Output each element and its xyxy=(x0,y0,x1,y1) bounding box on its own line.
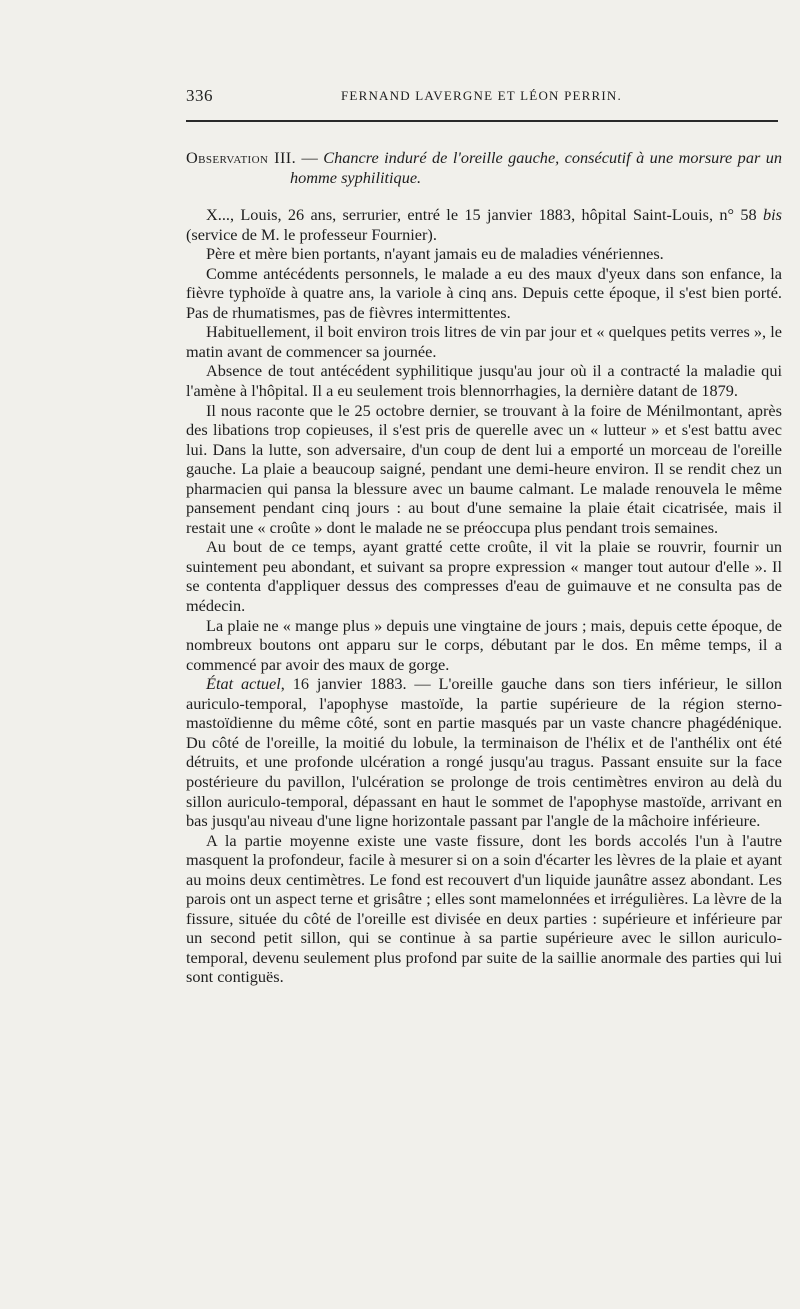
observation-heading xyxy=(186,148,782,187)
observation-label: Observation III. xyxy=(186,148,297,167)
observation-dash: — xyxy=(296,148,324,167)
paragraph-reopening: Au bout de ce temps, ayant gratté cette croûte, il vit la plaie se rouvrir, fournir un suintement peu abondant, et suivant sa propre expression « manger tout autour d'elle ». Il se contenta d'appliquer dessus des compresses d'eau de guimauve et ne consulta pas de médecin. xyxy=(186,537,782,616)
paragraph-family-history: Père et mère bien portants, n'ayant jamais eu de maladies vénériennes. xyxy=(206,244,664,264)
paragraph-venereal-history: Absence de tout antécédent syphilitique jusqu'au jour où il a contracté la maladie qui l'amène à l'hôpital. Il a eu seulement trois blennorrhagies, la dernière datant de 1879. xyxy=(186,361,782,401)
header-rule xyxy=(186,120,778,122)
observation-title: Chancre induré de l'oreille gauche, consécutif à une morsure par un homme syphilitique. xyxy=(290,148,783,187)
paragraph-current-state xyxy=(186,674,782,830)
bis-italic: bis xyxy=(762,205,782,225)
paragraph-personal-history: Comme antécédents personnels, le malade a eu des maux d'yeux dans son enfance, la fièvre typhoïde à quatre ans, la variole à cinq ans. Depuis cette époque, il s'est bien porté. Pas de rhumatismes, pas de fièvres intermittentes. xyxy=(186,263,782,322)
article-body xyxy=(186,148,782,987)
paragraph-incident: Il nous raconte que le 25 octobre dernier, se trouvant à la foire de Ménilmontant, après des libations trop copieuses, il s'est pris de querelle avec un « lutteur » et s'est battu avec lui. Dans la lutte, son adversaire, d'un coup de dent lui a emporté un morceau de l'oreille gauche. La plaie a beaucoup saigné, pendant une demi-heure environ. Il se rendit chez un pharmacien qui pansa la blessure avec un baume calmant. Le malade renouvela le même pansement pendant cinq jours : au bout d'une semaine la plaie était cicatrisée, mais il restait une « croûte » dont le malade ne se préoccupa plus pendant trois semaines. xyxy=(186,400,782,537)
patient-intro-text: X..., Louis, 26 ans, serrurier, entré le 15 janvier 1883, hôpital Saint-Louis, n° 58 xyxy=(206,205,763,225)
paragraph-fissure: A la partie moyenne existe une vaste fissure, dont les bords accolés l'un à l'autre masquent la profondeur, facile à mesurer si on a soin d'écarter les lèvres de la plaie et ayant au moins deux centimètres. Le fond est recouvert d'un liquide jaunâtre assez abondant. Les parois ont un aspect terne et grisâtre ; elles sont mamelonnées et irrégulières. La lèvre de la fissure, située du côté de l'oreille est divisée en deux parties : supérieure et inférieure par un second petit sillon, qui se continue à sa partie supérieure avec le sillon auriculo-temporal, devenu seulement plus profond par suite de la saillie anormale des parties qui lui sont contiguës. xyxy=(186,830,782,987)
paragraph-eruption: La plaie ne « mange plus » depuis une vingtaine de jours ; mais, depuis cette époque, de nombreux boutons ont apparu sur le corps, débutant par le dos. En même temps, il a commencé par avoir des maux de gorge. xyxy=(186,615,782,674)
running-head: FERNAND LAVERGNE ET LÉON PERRIN. xyxy=(341,88,622,103)
patient-intro-service: (service de M. le professeur Fournier). xyxy=(186,224,437,244)
paragraph-habits: Habituellement, il boit environ trois litres de vin par jour et « quelques petits verres », le matin avant de commencer sa journée. xyxy=(186,322,782,361)
current-state-text: , 16 janvier 1883. — L'oreille gauche dans son tiers inférieur, le sillon auriculo-temporal, l'apophyse mastoïde, la partie supérieure de la région sterno-mastoïdienne du même côté, sont en partie masqués par un vaste chancre phagédénique. Du côté de l'oreille, la moitié du lobule, la terminaison de l'hélix et de l'anthélix ont été détruits, et une profonde ulcération a rongé jusqu'au tragus. Passant ensuite sur la face postérieure du pavillon, l'ulcération se prolonge de trois centimètres environ au delà du sillon auriculo-temporal, dépassant en haut le sommet de l'apophyse mastoïde, arrivant en bas jusqu'au niveau d'une ligne horizontale passant par l'angle de la mâchoire inférieure. xyxy=(186,674,782,831)
page-number: 336 xyxy=(186,86,213,105)
paragraph-patient-intro xyxy=(186,205,782,244)
current-state-lead: État actuel xyxy=(206,674,281,694)
page-header xyxy=(186,86,780,108)
